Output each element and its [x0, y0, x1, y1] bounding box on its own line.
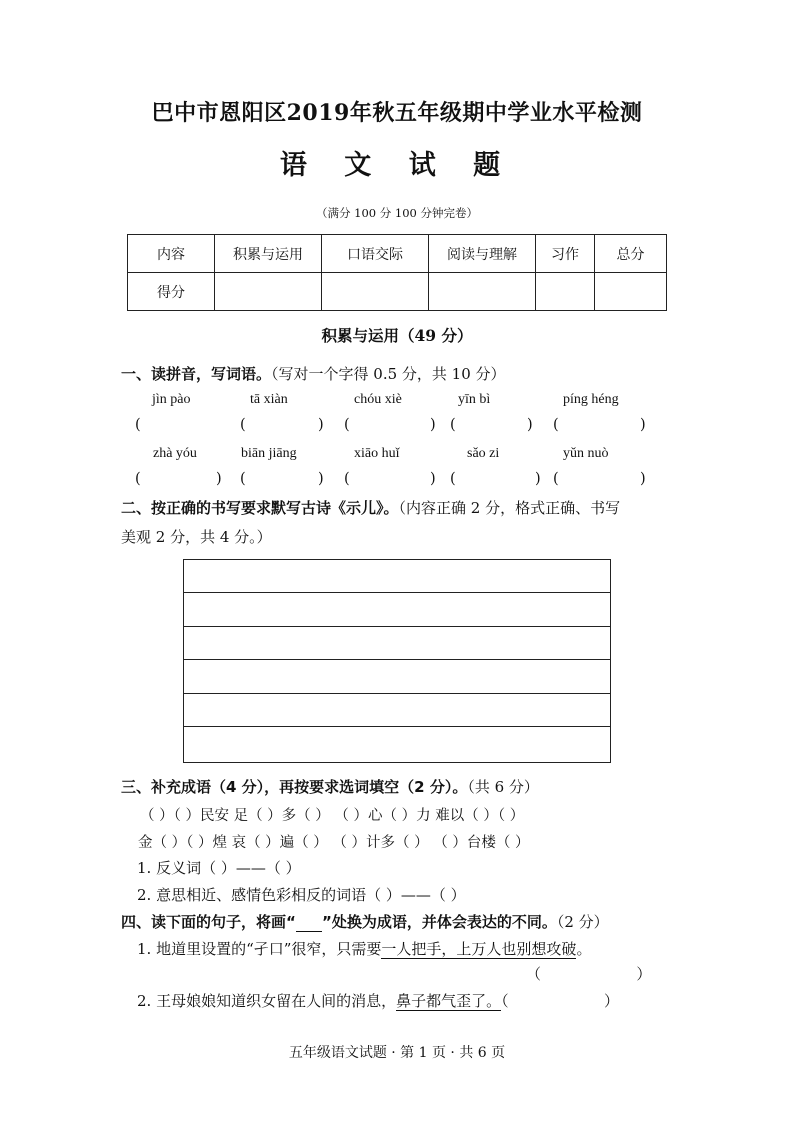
score-header-cell: 内容: [128, 235, 215, 273]
idiom-row: 金（ ）（ ）煌 哀（ ）遍（ ） （ ）计多（ ） （ ）台楼（ ）: [138, 835, 530, 851]
q4-s2-underlined: 鼻子都气歪了。: [396, 992, 502, 1010]
score-input-cell[interactable]: [536, 273, 595, 311]
score-row-label: 得分: [128, 273, 215, 311]
q4-s1-answer-blank[interactable]: （ ）: [526, 965, 652, 983]
idiom-row: （ ）（ ）民安 足（ ）多（ ） （ ）心（ ）力 难以（ ）（ ）: [140, 808, 525, 824]
poem-writing-line[interactable]: [184, 694, 610, 727]
answer-blank-right: ): [640, 471, 646, 487]
q2-heading: [121, 497, 620, 518]
q4-title-a: 四、读下面的句子，将画“: [121, 913, 296, 931]
score-input-cell[interactable]: [429, 273, 536, 311]
page-footer: 五年级语文试题 · 第 1 页 · 共 6 页: [288, 1045, 506, 1061]
pinyin-item: sǎo zi: [467, 446, 500, 461]
score-table-header-row: [128, 235, 667, 273]
pinyin-item: chóu xiè: [354, 392, 402, 407]
pinyin-item: yǔn nuò: [563, 446, 609, 461]
score-input-cell[interactable]: [322, 273, 429, 311]
poem-writing-line[interactable]: [184, 727, 610, 760]
answer-blank-left: (: [344, 417, 350, 433]
section-title: 积累与运用（49 分）: [321, 326, 473, 345]
q4-s2-text: 2. 王母娘娘知道织女留在人间的消息，: [137, 992, 397, 1010]
q4-note: （2 分）: [556, 913, 609, 931]
exam-subject: 语 文 试 题: [279, 150, 515, 181]
exam-title: 巴中市恩阳区2019年秋五年级期中学业水平检测: [151, 100, 643, 126]
q4-title-b: ”处换为成语，并体会表达的不同。: [322, 913, 557, 931]
score-input-cell[interactable]: [595, 273, 667, 311]
poem-writing-line[interactable]: [184, 660, 610, 693]
score-header-cell: 口语交际: [322, 235, 429, 273]
answer-blank-right: ): [535, 471, 541, 487]
answer-blank-right: ): [640, 417, 646, 433]
answer-blank-right: ): [318, 471, 324, 487]
q2-note: （内容正确 2 分，格式正确、书写: [398, 499, 621, 517]
answer-blank-right: ): [216, 471, 222, 487]
score-table-score-row: [128, 273, 667, 311]
q2-note-continued: 美观 2 分，共 4 分。）: [121, 528, 272, 546]
q4-s1-underlined: 一人把手，上万人也别想攻破: [381, 940, 577, 958]
answer-blank-left: (: [240, 471, 246, 487]
poem-writing-grid: [183, 559, 611, 763]
score-header-cell: 阅读与理解: [429, 235, 536, 273]
q3-sub-antonym: 1. 反义词（ ）——（ ）: [137, 859, 301, 877]
q3-sub-synonym: 2. 意思相近、感情色彩相反的词语（ ）——（ ）: [137, 886, 466, 904]
pinyin-item: tā xiàn: [250, 392, 288, 407]
q2-title: 二、按正确的书写要求默写古诗《示儿》。: [121, 499, 399, 517]
answer-blank-left: (: [135, 471, 141, 487]
pinyin-item: zhà yóu: [153, 446, 197, 461]
score-header-cell: 积累与运用: [215, 235, 322, 273]
q4-heading: [121, 911, 609, 932]
q4-sentence-1: [137, 938, 591, 959]
exam-score-note: （满分 100 分 100 分钟完卷）: [315, 206, 479, 220]
poem-writing-line[interactable]: [184, 560, 610, 593]
q1-heading: [121, 363, 506, 384]
poem-writing-line[interactable]: [184, 593, 610, 626]
q4-s1-text: 1. 地道里设置的“孑口”很窄，只需要: [137, 940, 382, 958]
answer-blank-right: ): [430, 417, 436, 433]
answer-blank-left: (: [240, 417, 246, 433]
q4-sentence-2: [137, 990, 619, 1011]
pinyin-item: xiāo huǐ: [354, 446, 400, 461]
answer-blank-left: (: [553, 417, 559, 433]
pinyin-item: píng héng: [563, 392, 619, 407]
q1-title: 一、读拼音，写词语。: [121, 365, 272, 383]
answer-blank-left: (: [450, 471, 456, 487]
q4-s1-end: 。: [576, 940, 592, 958]
score-header-cell: 习作: [536, 235, 595, 273]
pinyin-item: yīn bì: [458, 392, 491, 407]
q4-underline-mark: [296, 913, 322, 932]
answer-blank-left: (: [553, 471, 559, 487]
score-table: [127, 234, 667, 311]
q3-title: 三、补充成语（4 分），再按要求选词填空（2 分）。: [121, 778, 468, 796]
answer-blank-right: ): [430, 471, 436, 487]
answer-blank-left: (: [344, 471, 350, 487]
score-header-cell: 总分: [595, 235, 667, 273]
q3-note: （共 6 分）: [467, 778, 539, 796]
pinyin-item: jìn pào: [152, 392, 191, 407]
poem-writing-line[interactable]: [184, 627, 610, 660]
q1-note: （写对一个字得 0.5 分，共 10 分）: [271, 365, 506, 383]
answer-blank-right: ): [527, 417, 533, 433]
answer-blank-left: (: [135, 417, 141, 433]
answer-blank-left: (: [450, 417, 456, 433]
score-input-cell[interactable]: [215, 273, 322, 311]
q4-s2-answer-blank[interactable]: （ ）: [501, 992, 619, 1010]
answer-blank-right: ): [318, 417, 324, 433]
q3-heading: [121, 776, 539, 797]
pinyin-item: biān jiāng: [241, 446, 297, 461]
